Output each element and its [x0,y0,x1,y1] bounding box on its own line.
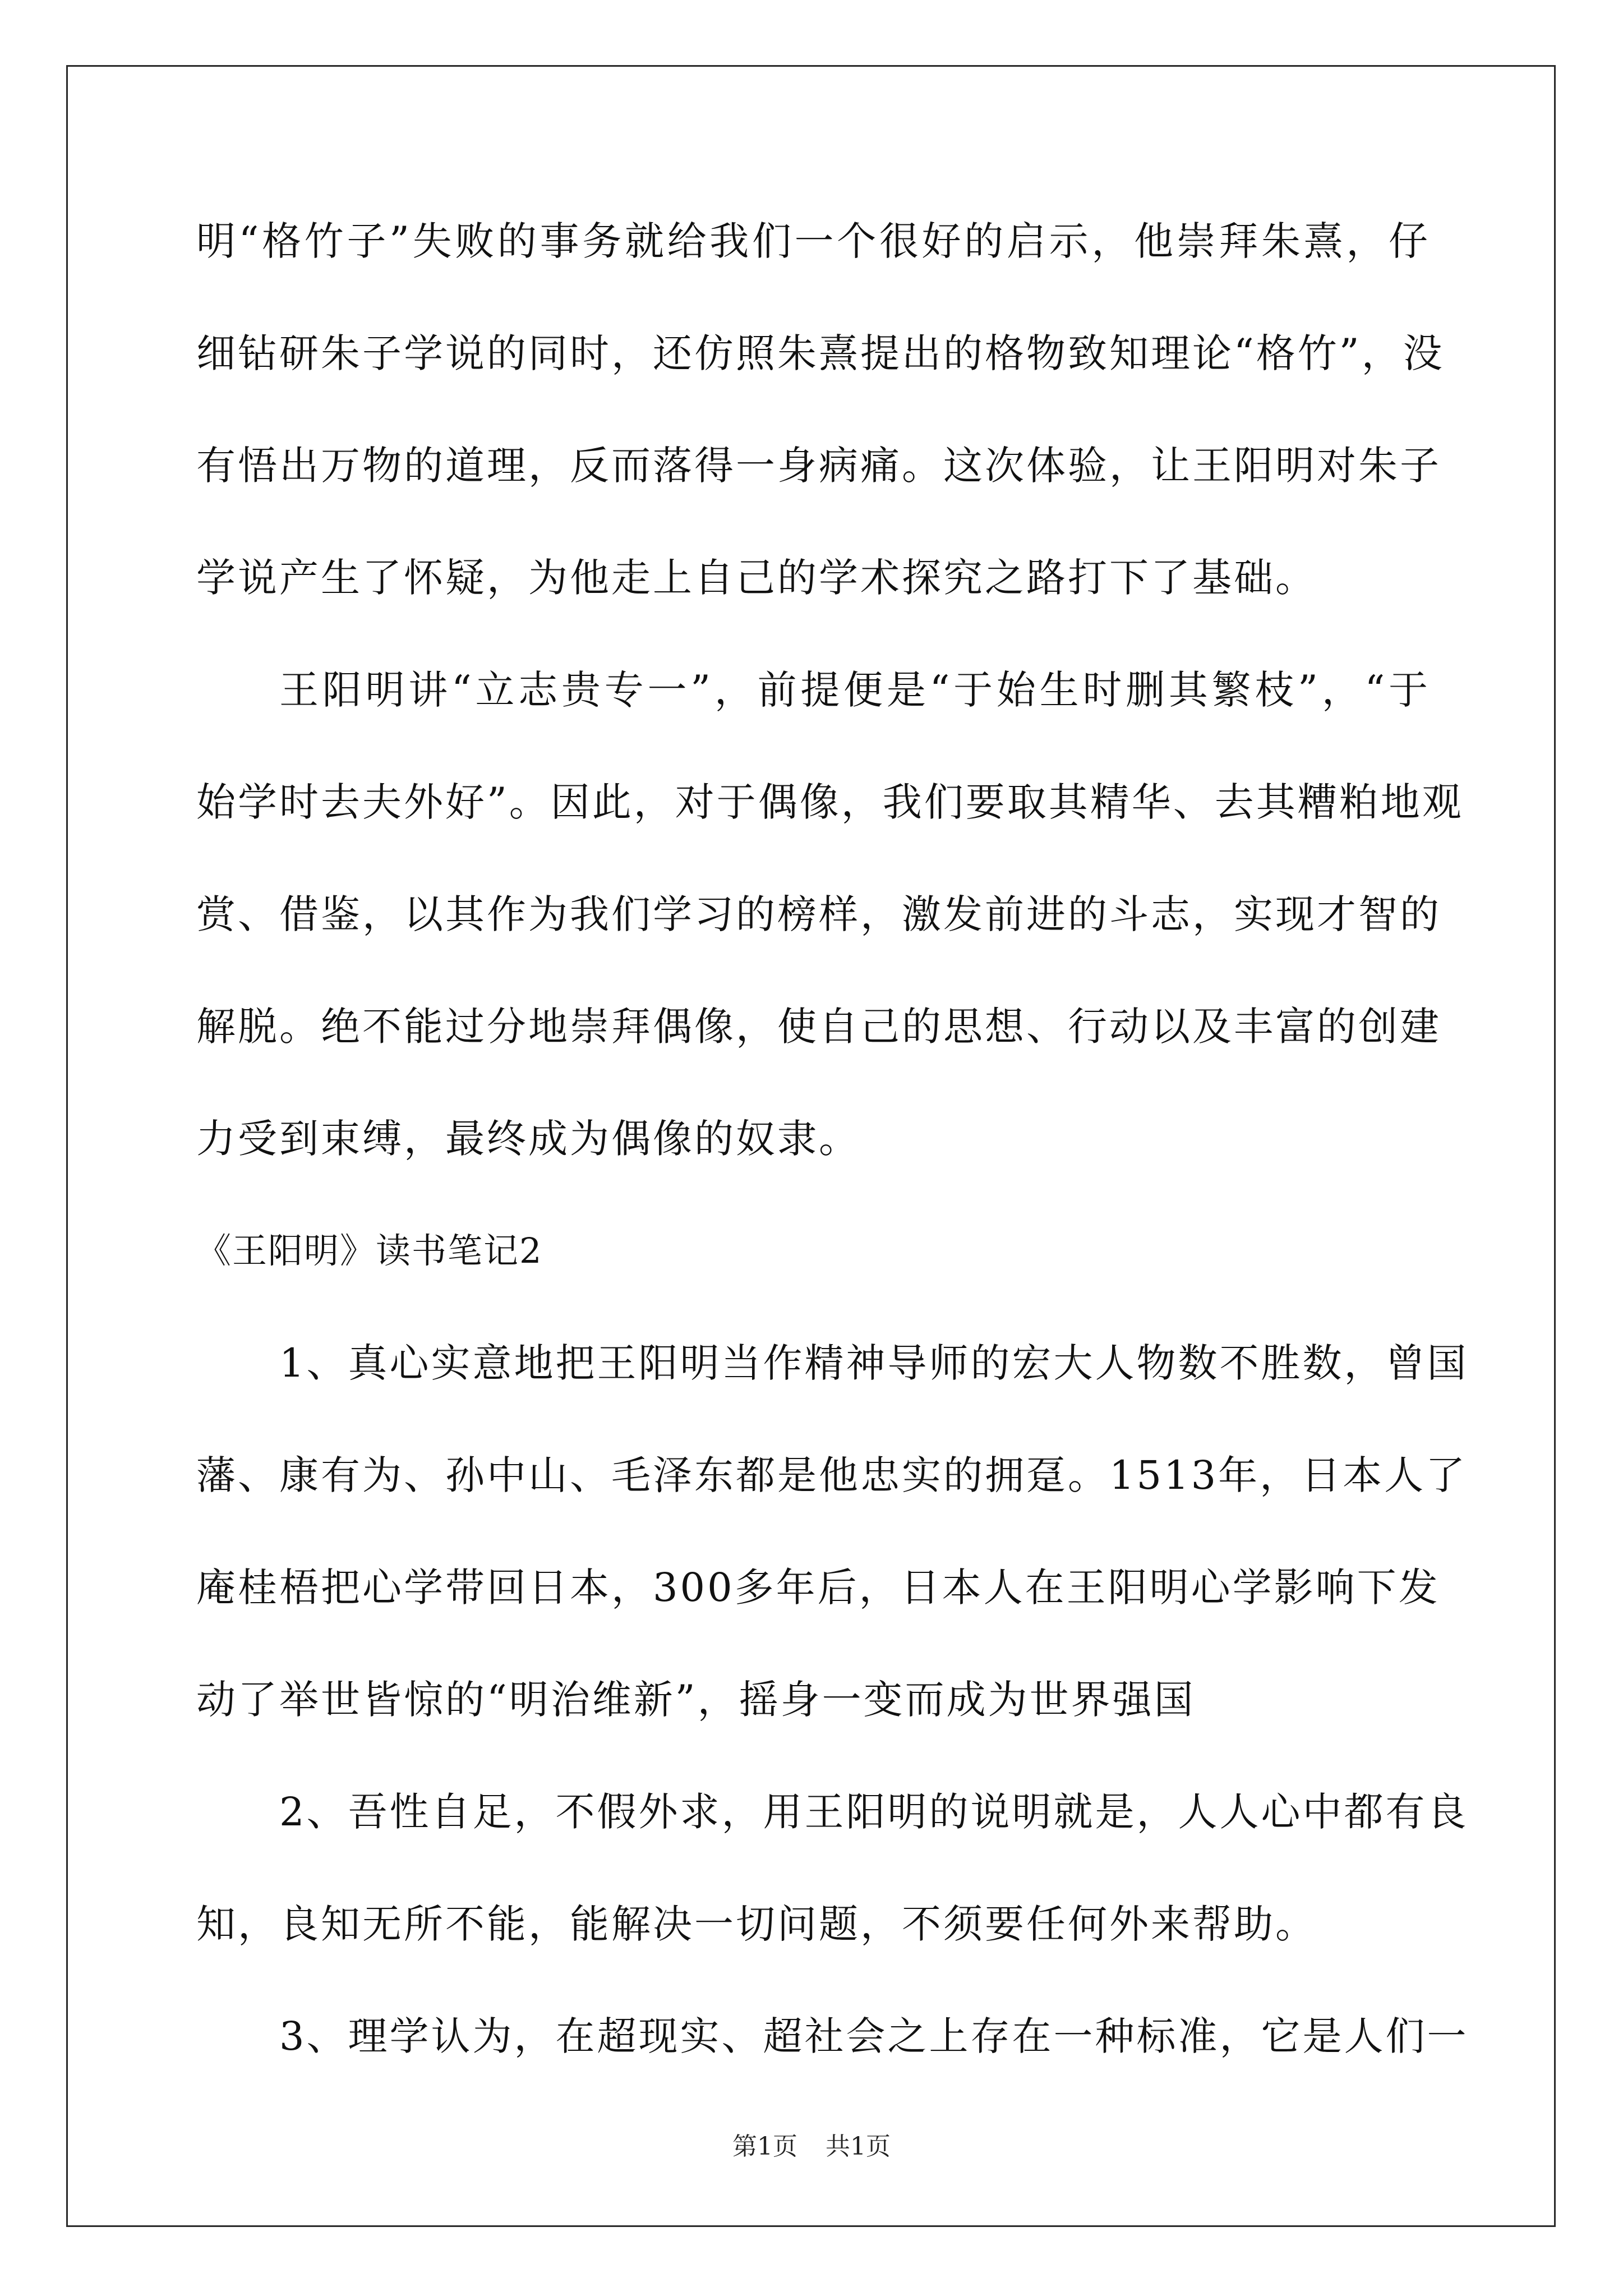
paragraph-first-line: 王阳明讲“立志贵专一”，前提便是“于始生时删其繁枝”，“于 [279,667,1430,713]
text-line: 解脱。绝不能过分地崇拜偶像，使自己的思想、行动以及丰富的创建 [196,1004,1441,1050]
text-line: 力受到束缚，最终成为偶像的奴隶。 [196,1116,860,1162]
document-body [196,202,1469,2109]
text-line: 知，良知无所不能，能解决一切问题，不须要任何外来帮助。 [196,1901,1317,1947]
text-line: 庵桂梧把心学带回日本，300多年后，日本人在王阳明心学影响下发 [196,1565,1440,1611]
text-line: 有悟出万物的道理，反而落得一身病痛。这次体验，让王阳明对朱子 [196,443,1441,489]
paragraph-first-line: 3、理学认为，在超现实、超社会之上存在一种标准，它是人们一 [279,2013,1469,2059]
text-line: 始学时去夫外好”。因此，对于偶像，我们要取其精华、去其糟粕地观 [196,779,1464,825]
text-line: 细钻研朱子学说的同时，还仿照朱熹提出的格物致知理论“格竹”，没 [196,330,1445,376]
paragraph-first-line: 1、真心实意地把王阳明当作精神导师的宏大人物数不胜数，曾国 [279,1340,1469,1386]
page-total: 共1页 [826,2132,891,2161]
text-line: 藩、康有为、孙中山、毛泽东都是他忠实的拥趸。1513年，日本人了 [196,1452,1468,1498]
section-heading: 《王阳明》读书笔记2 [196,1230,543,1271]
text-line: 赏、借鉴，以其作为我们学习的榜样，激发前进的斗志，实现才智的 [196,891,1441,937]
paragraph-first-line: 2、吾性自足，不假外求，用王阳明的说明就是，人人心中都有良 [279,1789,1469,1835]
page-number: 第1页 [732,2132,797,2161]
text-line: 明“格竹子”失败的事务就给我们一个很好的启示，他崇拜朱熹，仔 [196,218,1430,264]
page-footer [0,2126,1623,2162]
text-line: 动了举世皆惊的“明治维新”，摇身一变而成为世界强国 [196,1677,1196,1723]
text-line: 学说产生了怀疑，为他走上自己的学术探究之路打下了基础。 [196,555,1317,601]
